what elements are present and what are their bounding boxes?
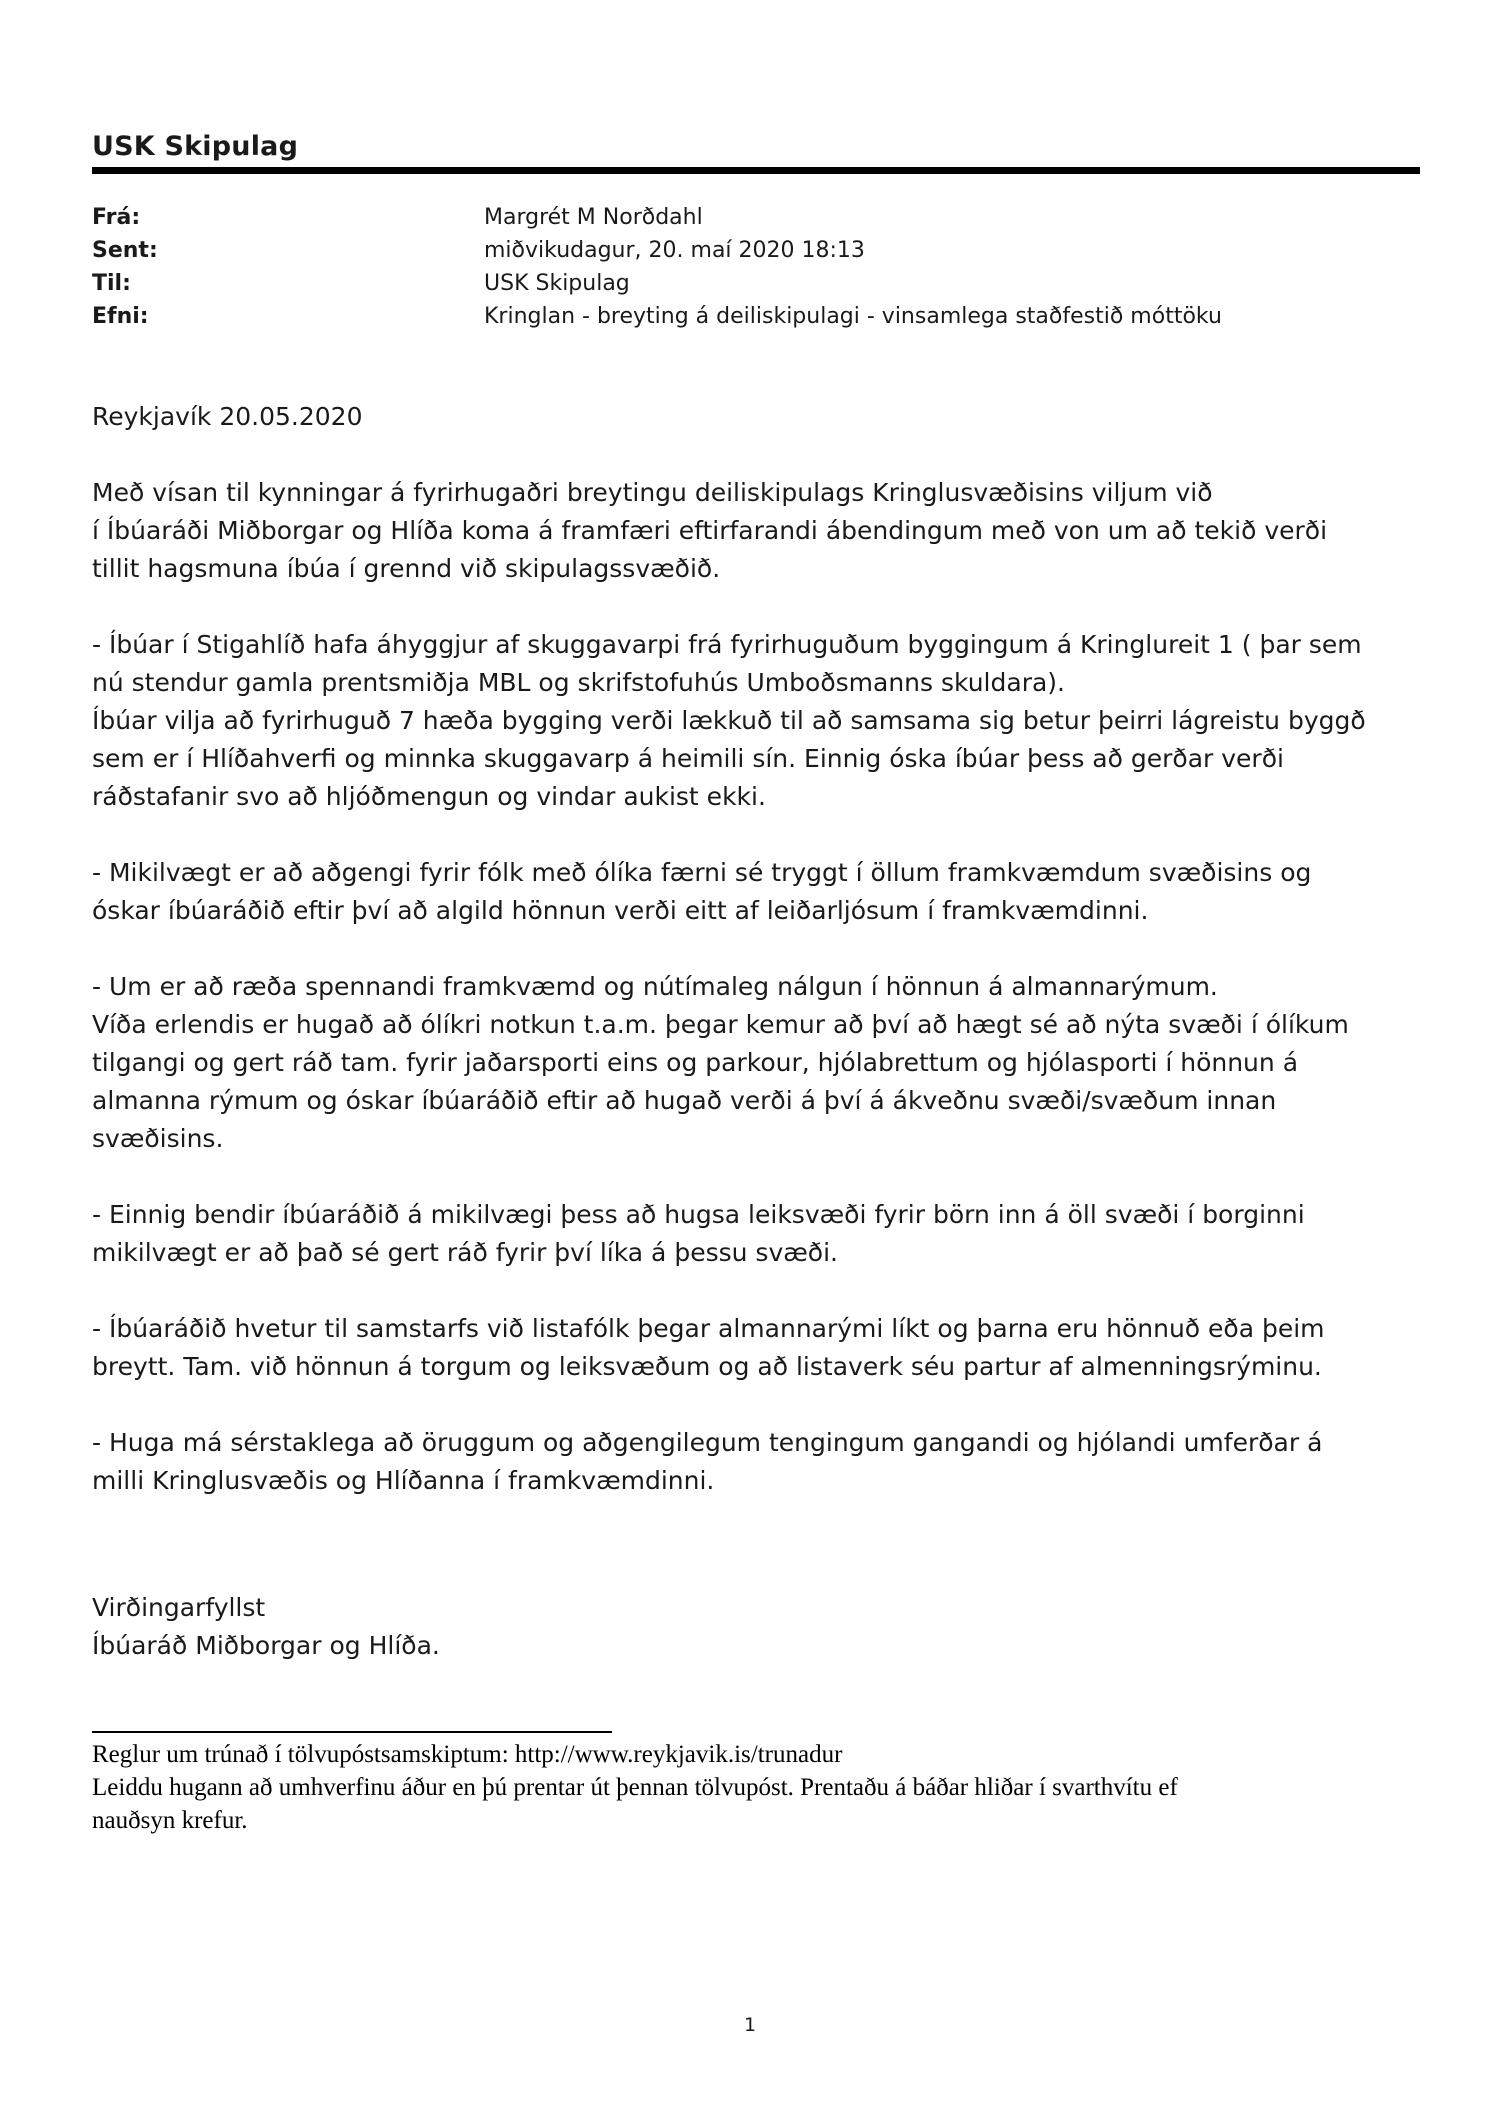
body-line: nú stendur gamla prentsmiðja MBL og skrifstofuhús Umboðsmanns skuldara). bbox=[92, 668, 1065, 697]
paragraph-public-space bbox=[92, 968, 1432, 1158]
header-sent-label: Sent: bbox=[92, 238, 158, 263]
header-subject-label: Efni: bbox=[92, 304, 149, 329]
body-line: Víða erlendis er hugað að ólíkri notkun t.a.m. þegar kemur að því að hægt sé að nýta svæði í ólíkum bbox=[92, 1010, 1349, 1039]
body-line: í Íbúaráði Miðborgar og Hlíða koma á framfæri eftirfarandi ábendingum með von um að tekið verði bbox=[92, 516, 1328, 545]
body-line: Íbúar vilja að fyrirhuguð 7 hæða bygging verði lækkuð til að samsama sig betur þeirri lágreistu byggð bbox=[92, 706, 1366, 735]
body-line: óskar íbúaráðið eftir því að algild hönnun verði eitt af leiðarljósum í framkvæmdinni. bbox=[92, 896, 1149, 925]
body-line: - Einnig bendir íbúaráðið á mikilvægi þess að hugsa leiksvæði fyrir börn inn á öll svæði í borginni bbox=[92, 1200, 1305, 1229]
footer-rule bbox=[92, 1731, 612, 1733]
body-line: - Huga má sérstaklega að öruggum og aðgengilegum tengingum gangandi og hjólandi umferðar á bbox=[92, 1428, 1323, 1457]
body-line: mikilvægt er að það sé gert ráð fyrir því líka á þessu svæði. bbox=[92, 1238, 838, 1267]
document-title: USK Skipulag bbox=[92, 131, 299, 162]
signature: Íbúaráð Miðborgar og Hlíða. bbox=[92, 1631, 440, 1660]
body-line: tilgangi og gert ráð tam. fyrir jaðarsporti eins og parkour, hjólabrettum og hjólasporti í hönnun á bbox=[92, 1048, 1299, 1077]
body-line: ráðstafanir svo að hljóðmengun og vindar aukist ekki. bbox=[92, 782, 766, 811]
body-line: svæðisins. bbox=[92, 1124, 224, 1153]
header-from-value: Margrét M Norðdahl bbox=[484, 205, 703, 230]
header-from-label: Frá: bbox=[92, 205, 141, 230]
footer-environment bbox=[92, 1771, 1432, 1837]
footer-line: nauðsyn krefur. bbox=[92, 1807, 248, 1834]
header-sent-value: miðvikudagur, 20. maí 2020 18:13 bbox=[484, 238, 865, 263]
title-rule bbox=[92, 167, 1420, 174]
paragraph-art bbox=[92, 1310, 1432, 1386]
header-subject-value: Kringlan - breyting á deiliskipulagi - vinsamlega staðfestið móttöku bbox=[484, 304, 1222, 329]
body-line: almanna rýmum og óskar íbúaráðið eftir að hugað verði á því á ákveðnu svæði/svæðum innan bbox=[92, 1086, 1277, 1115]
footer-confidentiality: Reglur um trúnað í tölvupóstsamskiptum: http://www.reykjavik.is/trunadur bbox=[92, 1741, 843, 1768]
date-line: Reykjavík 20.05.2020 bbox=[92, 402, 363, 431]
footer-line: Leiddu hugann að umhverfinu áður en þú prentar út þennan tölvupóst. Prentaðu á báðar hliðar í svarthvítu ef bbox=[92, 1774, 1178, 1801]
header-to-value: USK Skipulag bbox=[484, 271, 630, 296]
paragraph-intro bbox=[92, 474, 1432, 588]
body-line: - Mikilvægt er að aðgengi fyrir fólk með ólíka færni sé tryggt í öllum framkvæmdum svæðisins og bbox=[92, 858, 1312, 887]
body-line: - Um er að ræða spennandi framkvæmd og nútímaleg nálgun í hönnun á almannarýmum. bbox=[92, 972, 1218, 1001]
body-line: sem er í Hlíðahverfi og minnka skuggavarp á heimili sín. Einnig óska íbúar þess að gerðar verði bbox=[92, 744, 1284, 773]
body-line: - Íbúar í Stigahlíð hafa áhyggjur af skuggavarpi frá fyrirhuguðum byggingum á Kringlureit 1 ( þar sem bbox=[92, 630, 1362, 659]
email-footer bbox=[92, 1738, 1432, 1837]
paragraph-shadow bbox=[92, 626, 1432, 816]
paragraph-connections bbox=[92, 1424, 1432, 1500]
body-line: Með vísan til kynningar á fyrirhugaðri breytingu deiliskipulags Kringlusvæðisins viljum við bbox=[92, 478, 1213, 507]
header-to-label: Til: bbox=[92, 271, 131, 296]
body-line: breytt. Tam. við hönnun á torgum og leiksvæðum og að listaverk séu partur af almenningsrýminu. bbox=[92, 1352, 1322, 1381]
email-body bbox=[92, 398, 1432, 1538]
closing: Virðingarfyllst bbox=[92, 1593, 266, 1622]
paragraph-playgrounds bbox=[92, 1196, 1432, 1272]
body-line: tillit hagsmuna íbúa í grennd við skipulagssvæðið. bbox=[92, 554, 721, 583]
page-number: 1 bbox=[743, 2014, 757, 2036]
signature-block bbox=[92, 1589, 440, 1665]
paragraph-accessibility bbox=[92, 854, 1432, 930]
body-line: - Íbúaráðið hvetur til samstarfs við listafólk þegar almannarými líkt og þarna eru hönnuð eða þeim bbox=[92, 1314, 1325, 1343]
body-line: milli Kringlusvæðis og Hlíðanna í framkvæmdinni. bbox=[92, 1466, 715, 1495]
